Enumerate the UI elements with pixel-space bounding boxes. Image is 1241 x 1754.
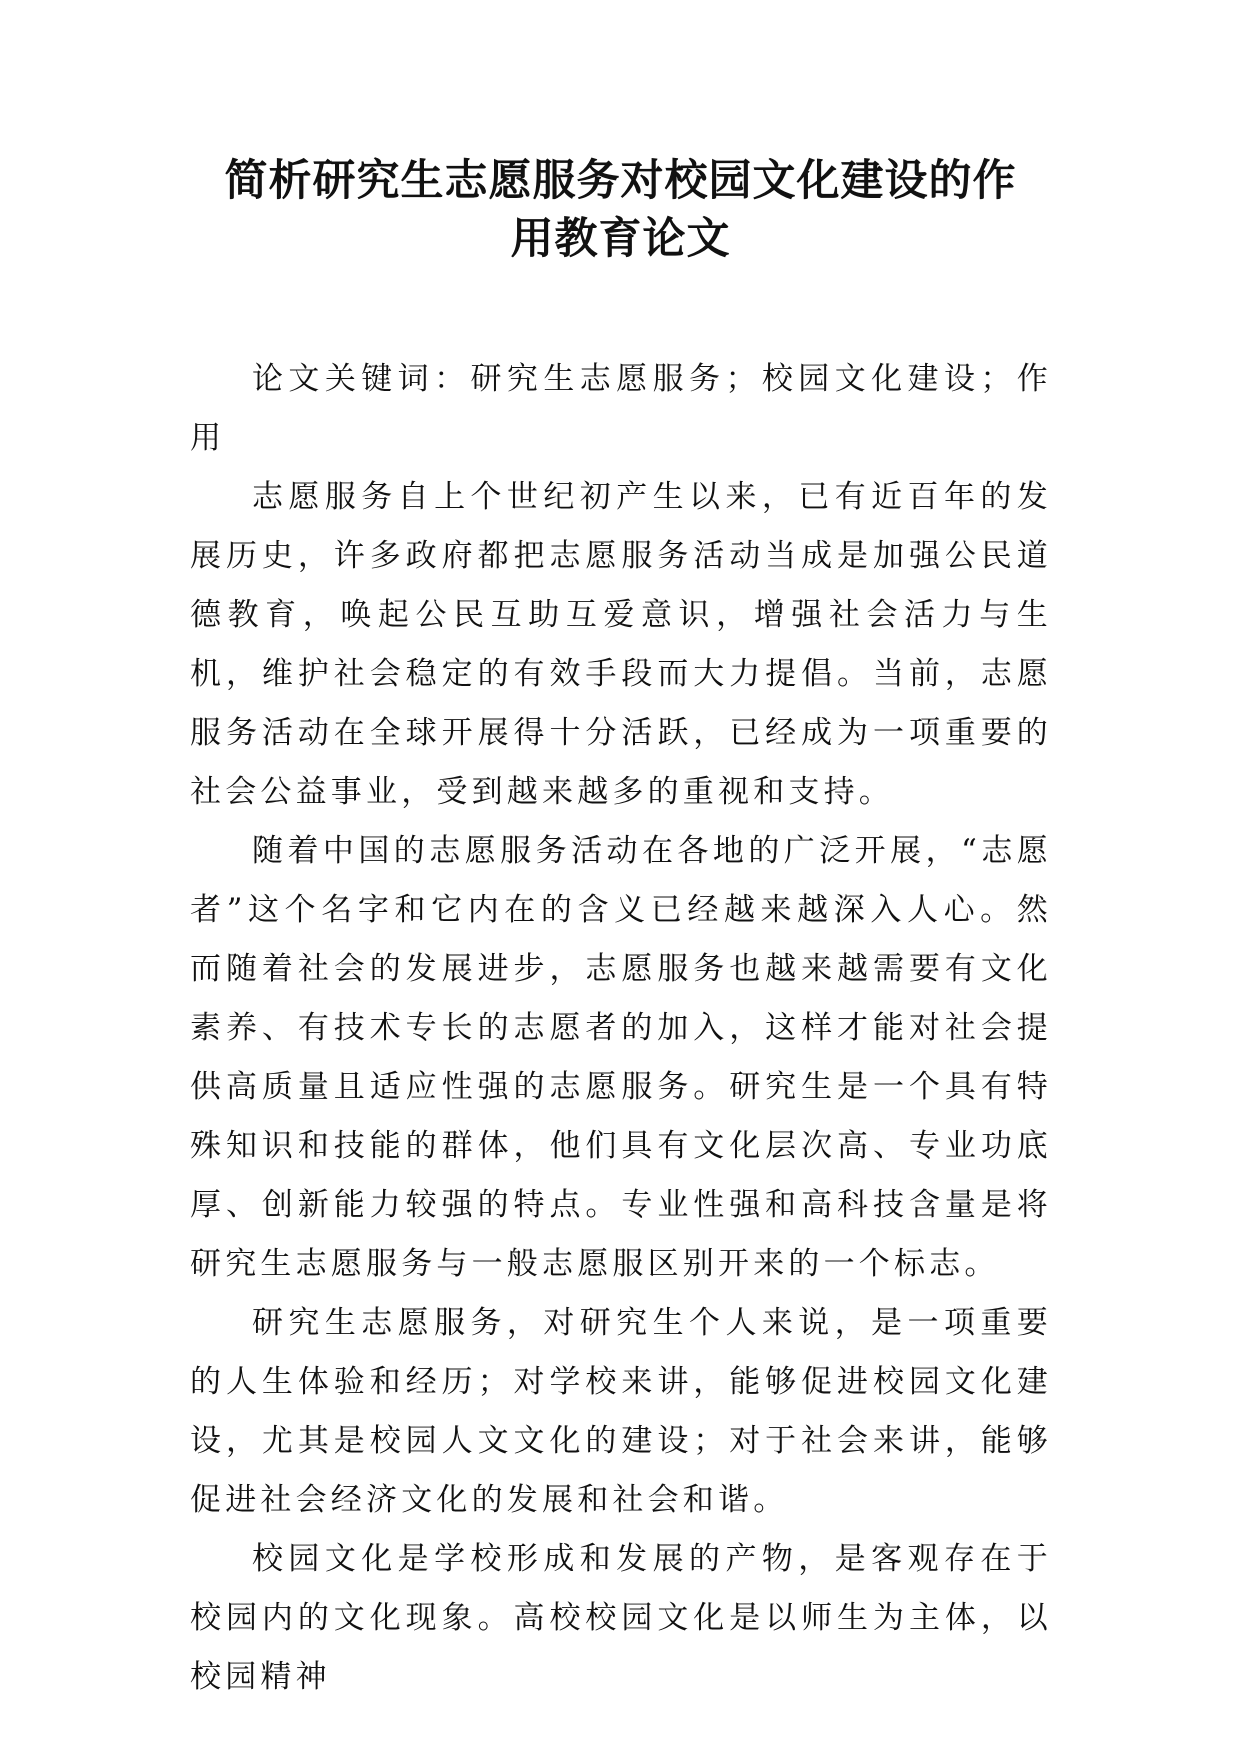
body-paragraph-4: 校园文化是学校形成和发展的产物，是客观存在于校园内的文化现象。高校校园文化是以师生为主体，以校园精神 <box>190 1541 1052 1695</box>
body-paragraph-3: 研究生志愿服务，对研究生个人来说，是一项重要的人生体验和经历；对学校来讲，能够促进校园文化建设，尤其是校园人文文化的建设；对于社会来讲，能够促进社会经济文化的发展和社会和谐。 <box>190 1305 1052 1518</box>
document-body <box>190 350 1052 1707</box>
body-paragraph-1: 志愿服务自上个世纪初产生以来，已有近百年的发展历史，许多政府都把志愿服务活动当成是加强公民道德教育，唤起公民互助互爱意识，增强社会活力与生机，维护社会稳定的有效手段而大力提倡。当前，志愿服务活动在全球开展得十分活跃，已经成为一项重要的社会公益事业，受到越来越多的重视和支持。 <box>190 479 1052 810</box>
keywords-paragraph: 论文关键词：研究生志愿服务；校园文化建设；作用 <box>190 361 1052 456</box>
body-paragraph-2: 随着中国的志愿服务活动在各地的广泛开展，“志愿者”这个名字和它内在的含义已经越来越深入人心。然而随着社会的发展进步，志愿服务也越来越需要有文化素养、有技术专长的志愿者的加入，这样才能对社会提供高质量且适应性强的志愿服务。研究生是一个具有特殊知识和技能的群体，他们具有文化层次高、专业功底厚、创新能力较强的特点。专业性强和高科技含量是将研究生志愿服务与一般志愿服区别开来的一个标志。 <box>190 833 1052 1282</box>
title-line-2: 用教育论文 <box>510 214 731 264</box>
document-title <box>180 152 1061 268</box>
title-line-1: 简析研究生志愿服务对校园文化建设的作 <box>224 156 1017 206</box>
